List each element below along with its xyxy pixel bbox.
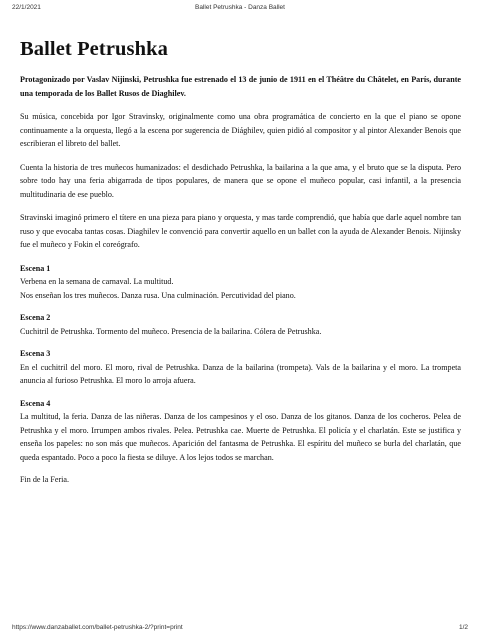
article-lead: Protagonizado por Vaslav Nijinski, Petrushka fue estrenado el 13 de junio de 1911 en el Théâtre du Châtelet, en París, durante una temporada de los Ballet Rusos de Diaghilev.: [20, 75, 461, 98]
print-footer: [12, 624, 468, 636]
article-title: Ballet Petrushka: [20, 38, 168, 60]
paragraph: Cuenta la historia de tres muñecos humanizados: el desdichado Petrushka, la bailarina a la que ama, y el bruto que se la disputa. Pero sobre todo hay una feria abigarrada de tipos populares, de manera que se opone el muñeco popular, casi infantil, a la presencia multitudinaria de ese pueblo.: [20, 162, 461, 199]
scene-4: [20, 397, 461, 465]
scene-3: [20, 347, 461, 388]
scene-text: Cuchitril de Petrushka. Tormento del muñeco. Presencia de la bailarina. Cólera de Petrushka.: [20, 326, 322, 336]
paragraph: Stravinski imaginó primero el títere en una pieza para piano y orquesta, y mas tarde comprendió, que había que darle aquel nombre tan ruso y que evocaba tantas cosas. Diaghilev le convenció para convertir aquello en un ballet con la ayuda de Alexander Benois. Nijinsky fue el muñeco y Fokin el coreógrafo.: [20, 213, 461, 249]
article: [20, 38, 461, 497]
print-page-title: Ballet Petrushka - Danza Ballet: [195, 4, 285, 11]
closing-text: Fin de la Feria.: [20, 475, 70, 484]
print-url: https://www.danzaballet.com/ballet-petrushka-2/?print=print: [12, 624, 183, 631]
scene-heading: Escena 4: [20, 398, 51, 408]
scene-2: [20, 311, 461, 338]
scene-text: La multitud, la feria. Danza de las niñeras. Danza de los campesinos y el oso. Danza de los gitanos. Danza de los cocheros. Pelea de Petrushka y el moro. Irrumpen ambos rivales. Pelea. Petrushka cae. Muerte de Petrushka. El policía y el charlatán. Este se justifica y enseña los papeles: no son más que muñecos. Aparición del fantasma de Petrushka. El espíritu del muñeco se burla del charlatán, que queda espantado. Poco a poco la fiesta se diluye. A los lejos todos se marchan.: [20, 412, 461, 462]
scene-heading: Escena 2: [20, 313, 51, 322]
scene-heading: Escena 3: [20, 349, 51, 358]
scene-heading: Escena 1: [20, 263, 51, 273]
scene-text: Nos enseñan los tres muñecos. Danza rusa. Una culminación. Percutividad del piano.: [20, 290, 296, 300]
page-number: 1/2: [458, 624, 468, 631]
scene-text: En el cuchitril del moro. El moro, rival de Petrushka. Danza de la bailarina (trompeta). Vals de la bailarina y el moro. La trompeta anuncia al furioso Petrushka. El moro lo arroja afuera.: [20, 362, 461, 385]
paragraph: Su música, concebida por Igor Stravinsky, originalmente como una obra programática de concierto en la que el piano se opone continuamente a la orquesta, llegó a la escena por sugerencia de Diághilev, quien pidió al compositor y al pintor Alexander Benois que escribieran el libreto del ballet.: [20, 112, 461, 148]
scene-text: Verbena en la semana de carnaval. La multitud.: [20, 277, 174, 286]
print-header: [12, 4, 468, 16]
scene-1: [20, 262, 461, 303]
print-date: 22/1/2021: [12, 4, 41, 11]
